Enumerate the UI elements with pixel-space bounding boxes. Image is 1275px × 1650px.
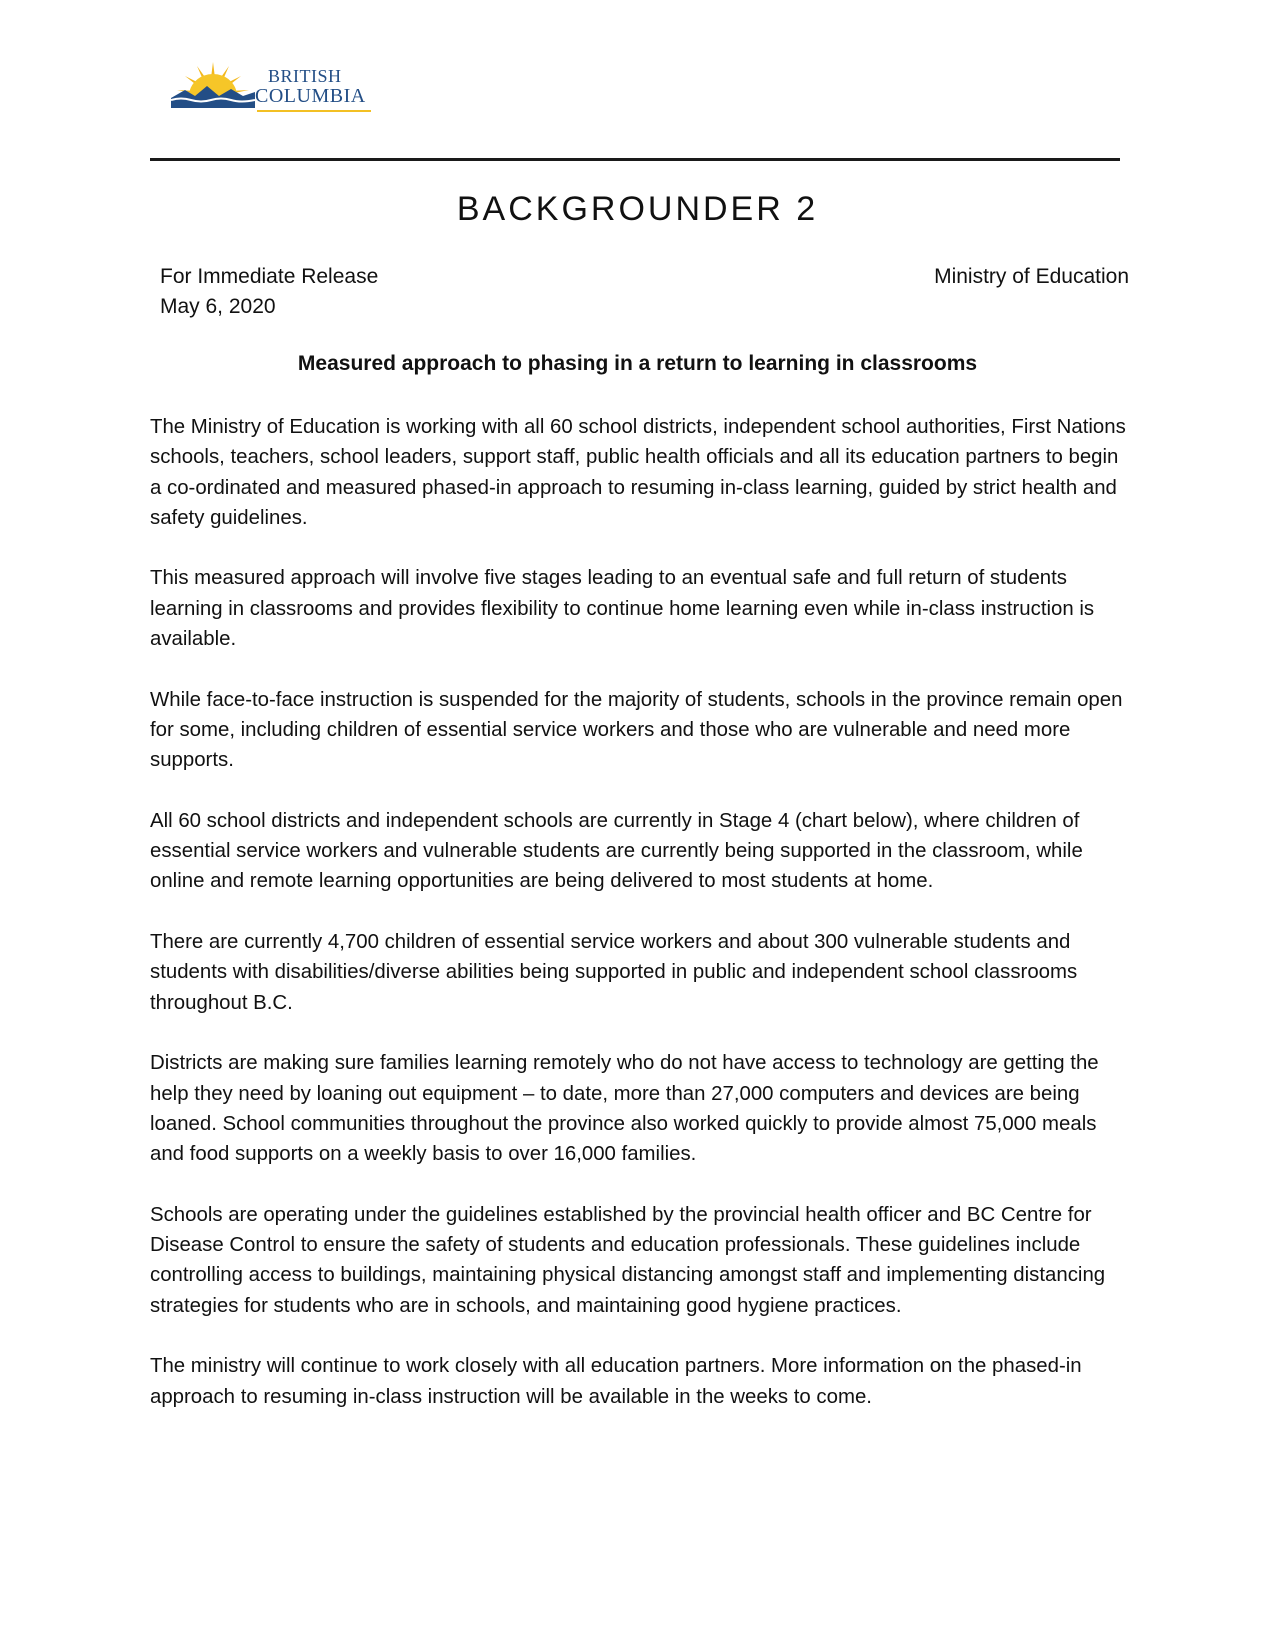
header-rule: [150, 158, 1120, 161]
sun-mountain-icon: [171, 56, 255, 112]
logo-underline: [257, 110, 371, 112]
logo-line-1: BRITISH: [268, 66, 342, 86]
release-info: [160, 262, 378, 322]
paragraph: Districts are making sure families learning remotely who do not have access to technology are getting the help they need by loaning out equipment – to date, more than 27,000 computers and devices are being loaned. School communities throughout the province also worked quickly to provide almost 75,000 meals and food supports on a weekly basis to over 16,000 families.: [150, 1052, 1099, 1166]
release-label: For Immediate Release: [160, 265, 379, 288]
paragraph: The ministry will continue to work closely with all education partners. More information on the phased-in approach to resuming in-class instruction will be available in the weeks to come.: [150, 1355, 1082, 1408]
release-date: May 6, 2020: [160, 295, 276, 318]
paragraph: All 60 school districts and independent schools are currently in Stage 4 (chart below), where children of essential service workers and vulnerable students are currently being supported in the classroom, while online and remote learning opportunities are being delivered to most students at home.: [150, 809, 1083, 893]
paragraph: Schools are operating under the guidelines established by the provincial health officer and BC Centre for Disease Control to ensure the safety of students and education professionals. These guidelines include controlling access to buildings, maintaining physical distancing amongst staff and implementing distancing strategies for students who are in schools, and maintaining good hygiene practices.: [150, 1203, 1106, 1317]
paragraph: While face-to-face instruction is suspended for the majority of students, schools in the province remain open for some, including children of essential service workers and those who are vulnerable and need more supports.: [150, 688, 1123, 772]
logo-line-2: COLUMBIA: [255, 85, 366, 107]
body-text: [150, 412, 1130, 1442]
bc-logo: [171, 56, 371, 116]
paragraph: There are currently 4,700 children of essential service workers and about 300 vulnerable students and students with disabilities/diverse abilities being supported in public and independent school classrooms throughout B.C.: [150, 931, 1078, 1014]
headline: Measured approach to phasing in a return to learning in classrooms: [297, 352, 978, 375]
paragraph: This measured approach will involve five stages leading to an eventual safe and full return of students learning in classrooms and provides flexibility to continue home learning even while in-class instruction is available.: [150, 567, 1095, 651]
document-title: BACKGROUNDER 2: [456, 190, 819, 228]
logo-wordmark: [255, 66, 366, 106]
ministry-name: Ministry of Education: [934, 265, 1129, 288]
paragraph: The Ministry of Education is working with all 60 school districts, independent school authorities, First Nations schools, teachers, school leaders, support staff, public health officials and all its education partners to begin a co-ordinated and measured phased-in approach to resuming in-class learning, guided by strict health and safety guidelines.: [150, 416, 1126, 529]
